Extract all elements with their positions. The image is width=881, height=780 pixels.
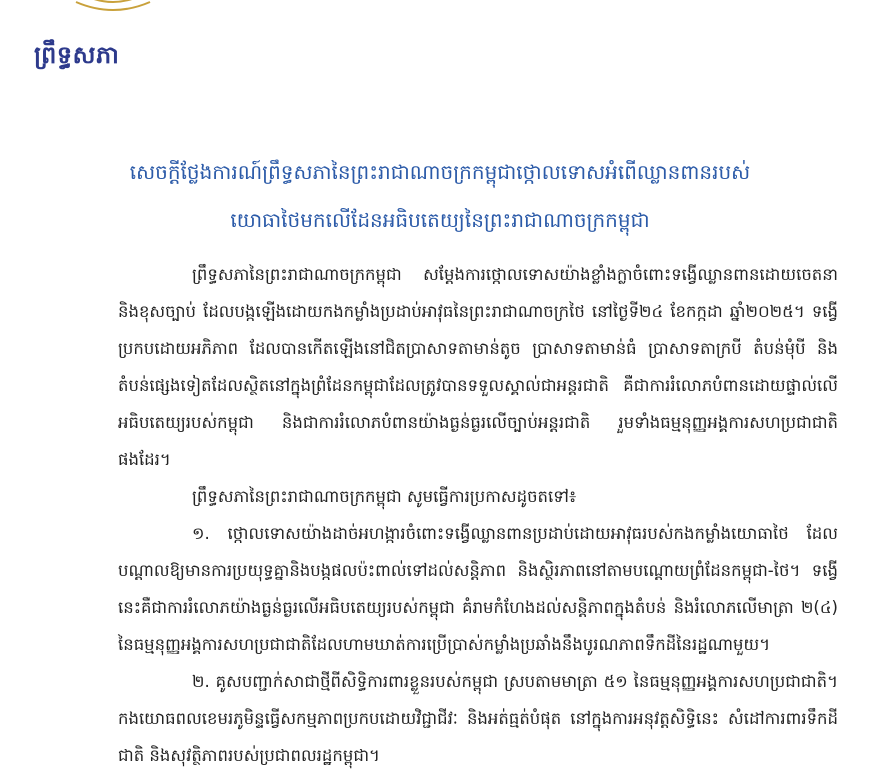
- list-item-2: ២. គូសបញ្ជាក់សាជាថ្មីពីសិទ្ធិការពារខ្លួនរបស់កម្ពុជា ស្របតាមមាត្រា ៥១ នៃធម្មនុញ្ញអង្គការសហប្រជាជាតិ។ កងយោធពលខេមរភូមិន្ទធ្វើសកម្មភាពប្រកបដោយវិជ្ជាជីវៈ និងអត់ធ្មត់បំផុត នៅក្នុងការអនុវត្តសិទ្ធិនេះ សំដៅការពារទឹកដីជាតិ និងសុវត្ថិភាពរបស់ប្រជាពលរដ្ឋកម្ពុជា។: [118, 672, 838, 765]
- title-line-1: សេចក្តីថ្លែងការណ៍ព្រឹទ្ធសភានៃព្រះរាជាណាចក្រកម្ពុជាថ្កោលទោសអំពើឈ្លានពានរបស់: [129, 160, 751, 184]
- title-line-2: យោធាថៃមកលើដែនអធិបតេយ្យនៃព្រះរាជាណាចក្រកម្ពុជា: [230, 208, 650, 232]
- paragraph-1: ព្រឹទ្ធសភានៃព្រះរាជាណាចក្រកម្ពុជា សម្តែងការថ្កោលទោសយ៉ាងខ្លាំងក្លាចំពោះទង្វើឈ្លានពានដោយចេតនា និងខុសច្បាប់ ដែលបង្កឡើងដោយកងកម្លាំងប្រដាប់អាវុធនៃព្រះរាជាណាចក្រថៃ នៅថ្ងៃទី២៤ ខែកក្កដា ឆ្នាំ២០២៥។ ទង្វើប្រកបដោយអភិភាព ដែលបានកើតឡើងនៅជិតប្រាសាទតាមាន់តូច ប្រាសាទតាមាន់ធំ ប្រាសាទតាក្របី តំបន់មុំបី និងតំបន់ផ្សេងទៀតដែលស្ថិតនៅក្នុងព្រំដែនកម្ពុជាដែលត្រូវបានទទួលស្គាល់ជាអន្តរជាតិ គឺជាការរំលោភបំពានដោយផ្ទាល់លើអធិបតេយ្យរបស់កម្ពុជា និងជាការរំលោភបំពានយ៉ាងធ្ងន់ធ្ងរលើច្បាប់អន្តរជាតិ រួមទាំងធម្មនុញ្ញអង្គការសហប្រជាជាតិផងដែរ។: [118, 265, 838, 469]
- logo-text: ព្រឹទ្ធសភា: [34, 40, 120, 69]
- paragraph-2: ព្រឹទ្ធសភានៃព្រះរាជាណាចក្រកម្ពុជា សូមធ្វើការប្រកាសដូចតទៅ៖: [192, 487, 577, 506]
- royal-crest-icon: [70, 0, 156, 14]
- statement-body: [118, 256, 838, 774]
- list-item-1: ១. ថ្កោលទោសយ៉ាងដាច់អហង្ការចំពោះទង្វើឈ្លានពានប្រដាប់ដោយអាវុធរបស់កងកម្លាំងយោធាថៃ ដែលបណ្តាលឱ្យមានការប្រយុទ្ធគ្នានិងបង្កផលប៉ះពាល់ទៅដល់សន្តិភាព និងស្ថិរភាពនៅតាមបណ្តោយព្រំដែនកម្ពុជា-ថៃ។ ទង្វើនេះគឺជាការរំលោភយ៉ាងធ្ងន់ធ្ងរលើអធិបតេយ្យរបស់កម្ពុជា គំរាមកំហែងដល់សន្តិភាពក្នុងតំបន់ និងរំលោភលើមាត្រា ២(៤) នៃធម្មនុញ្ញអង្គការសហប្រជាជាតិដែលហាមឃាត់ការប្រើប្រាស់កម្លាំងប្រឆាំងនឹងបូរណភាពទឹកដីនៃរដ្ឋណាមួយ។: [118, 524, 838, 654]
- statement-title: [90, 148, 790, 244]
